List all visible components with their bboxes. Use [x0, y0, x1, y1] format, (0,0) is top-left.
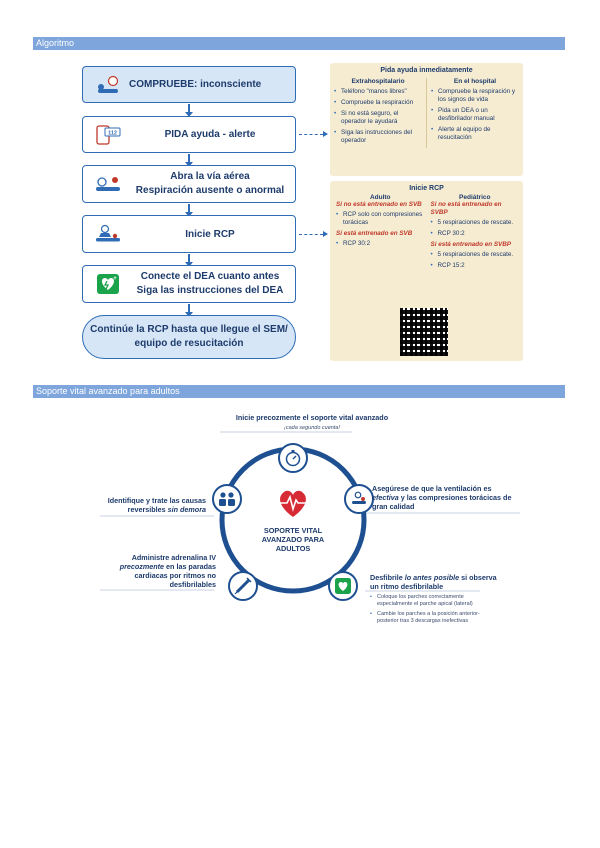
- heart-ecg-icon: [275, 487, 311, 519]
- label-text: Desfibrile: [370, 573, 405, 582]
- cpr-icon: [350, 491, 368, 507]
- col-title: Adulto: [369, 194, 391, 201]
- label-emphasis: precozmente: [119, 562, 165, 571]
- aed-node: [328, 571, 358, 601]
- list-item: • Cambie los parches a la posición anterior-posterior tras 3 descargas inefectivas: [370, 611, 500, 625]
- list-item: • 5 respiraciones de rescate.: [431, 251, 520, 259]
- als-bottom-left-label: [98, 553, 216, 589]
- condition-text: Si está entrenado en SVBP: [430, 241, 511, 248]
- label-text: si observa un ritmo desfibrilable: [370, 573, 497, 591]
- syringe-icon: [234, 577, 252, 595]
- step-label-line2: equipo de resucitación: [134, 338, 244, 349]
- label-text: Inicie precozmente el soporte vital avanzado: [235, 413, 389, 422]
- section-title: Algoritmo: [36, 38, 75, 48]
- list-item: • RCP solo con compresiones torácicas: [336, 211, 425, 227]
- condition-text: Si está entrenado en SVB: [336, 230, 413, 237]
- als-bottom-right-label: [370, 573, 500, 628]
- condition-text: Si no está entrenado en SVB: [336, 201, 422, 208]
- label-emphasis: lo antes posible: [404, 573, 460, 582]
- label-emphasis: sin demora: [167, 505, 206, 514]
- list-item: • 5 respiraciones de rescate.: [431, 219, 520, 227]
- list-item: • RCP 30:2: [336, 240, 425, 248]
- als-center: [252, 487, 334, 553]
- list-item: • Compruebe la respiración: [334, 99, 422, 107]
- label-text: y las compresiones torácicas de gran calidad: [372, 493, 512, 511]
- col-title: Extrahospitalario: [351, 78, 405, 85]
- label-subtext: ¡cada segundo cuenta!: [284, 425, 340, 431]
- step-label-line2: Respiración ausente o anormal: [135, 185, 285, 196]
- step-label-line1: Conecte el DEA cuanto antes: [140, 271, 280, 282]
- cpr-node: [344, 484, 374, 514]
- step-label-line2: Siga las instrucciones del DEA: [136, 285, 284, 296]
- list-item: • Teléfono "manos libres": [334, 88, 422, 96]
- step-label: COMPRUEBE: inconsciente: [129, 79, 262, 90]
- center-text-line: AVANZADO PARA: [261, 535, 325, 544]
- list-item: • Alerte al equipo de resucitación: [431, 126, 519, 142]
- label-text: Asegúrese de que la ventilación es: [372, 484, 492, 493]
- cpr-panel-title: Inicie RCP: [409, 185, 444, 192]
- list-item: • Coloque los parches correctamente especialmente el parche apical (lateral): [370, 594, 500, 608]
- als-left-label: [98, 496, 206, 514]
- list-item: • RCP 30:2: [431, 230, 520, 238]
- condition-text: Si no está entrenado en SVBP: [430, 201, 502, 216]
- col-title: Pediátrico: [459, 194, 491, 201]
- stopwatch-icon: [284, 449, 302, 467]
- step-label: Inicie RCP: [185, 228, 235, 240]
- label-text: Administre adrenalina IV: [131, 553, 216, 562]
- aed-icon: [334, 577, 352, 595]
- als-top-label: [222, 413, 402, 432]
- team-node: [212, 484, 242, 514]
- center-text-line: ADULTOS: [275, 544, 311, 553]
- step-label-line1: Continúe la RCP hasta que llegue el SEM/: [90, 324, 288, 335]
- col-title: En el hospital: [453, 78, 497, 85]
- section-title: Soporte vital avanzado para adultos: [36, 386, 180, 396]
- stopwatch-node: [278, 443, 308, 473]
- list-item: • RCP 15:2: [431, 262, 520, 270]
- label-text: Identifique y trate las causas reversibles: [107, 496, 206, 514]
- label-emphasis: efectiva: [372, 493, 399, 502]
- help-panel-title: Pida ayuda inmediatamente: [380, 67, 473, 74]
- svg-text:112: 112: [108, 130, 117, 136]
- list-item: • Pida un DEA o un desfibrilador manual: [431, 107, 519, 123]
- syringe-node: [228, 571, 258, 601]
- list-item: • Si no está seguro, el operador le ayudará: [334, 110, 422, 126]
- clinicians-icon: [217, 491, 237, 507]
- step-label: PIDA ayuda - alerte: [164, 129, 256, 140]
- list-item: • Siga las instrucciones del operador: [334, 129, 422, 145]
- step-label-line1: Abra la vía aérea: [170, 171, 250, 182]
- svg-text:+: +: [113, 276, 117, 282]
- center-text-line: SOPORTE VITAL: [263, 526, 323, 535]
- als-right-label: [372, 484, 512, 511]
- label-text: en las paradas cardiacas por ritmos no desfibrilables: [134, 562, 216, 589]
- list-item: • Compruebe la respiración y los signos de vida: [431, 88, 519, 104]
